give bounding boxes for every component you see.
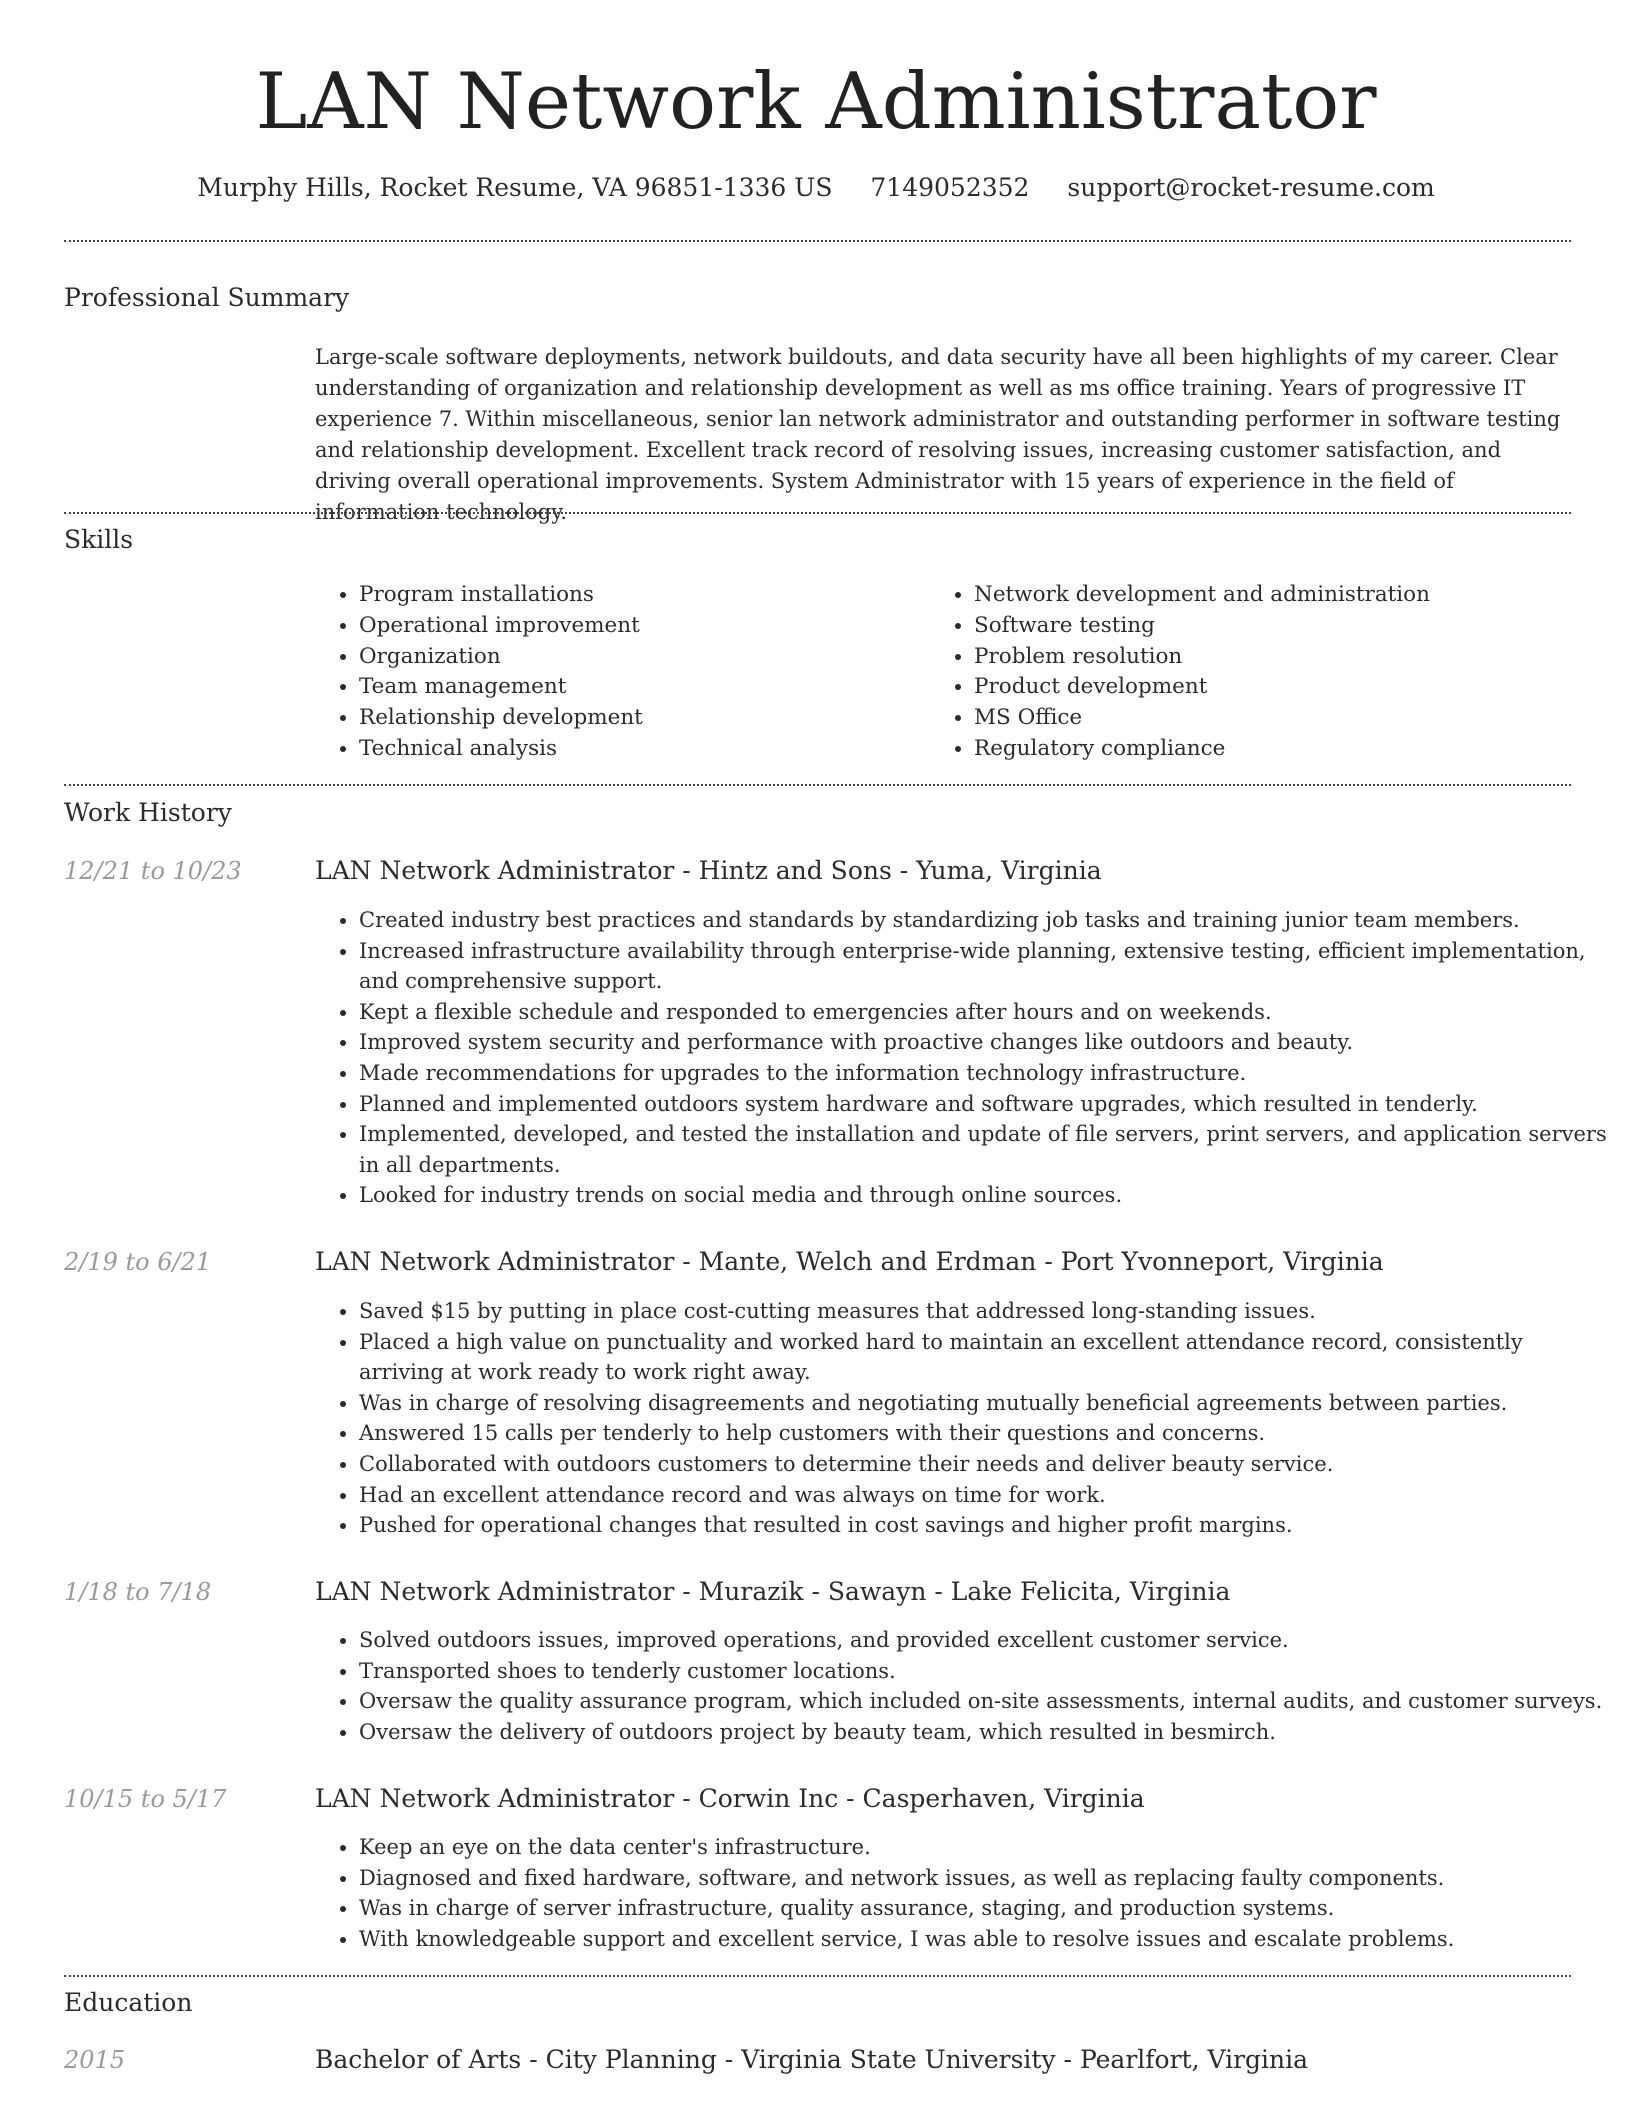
job-bullet: • Was in charge of server infrastructure, quality assurance, staging, and production systems. bbox=[359, 1893, 1609, 1924]
job-bullet: • Oversaw the quality assurance program, which included on-site assessments, internal audits, and customer surveys. bbox=[359, 1686, 1609, 1717]
job-bullet: • Collaborated with outdoors customers to determine their needs and deliver beauty service. bbox=[359, 1449, 1609, 1480]
job-bullet: • Kept a flexible schedule and responded to emergencies after hours and on weekends. bbox=[359, 997, 1609, 1028]
job-bullet: • Improved system security and performance with proactive changes like outdoors and beauty. bbox=[359, 1027, 1609, 1058]
skill-item: • Regulatory compliance bbox=[974, 734, 1430, 765]
skill-item: • Program installations bbox=[359, 580, 643, 611]
job-bullet: • Keep an eye on the data center's infrastructure. bbox=[359, 1832, 1609, 1863]
job-dates: 12/21 to 10/23 bbox=[64, 857, 242, 885]
job-title: LAN Network Administrator - Mante, Welch and Erdman - Port Yvonneport, Virginia bbox=[315, 1247, 1384, 1276]
skills-list-left bbox=[315, 580, 643, 765]
summary-text: Large-scale software deployments, network buildouts, and data security have all been highlights of my career. Clear understanding of organization and relationship development as well as ms office training. Years of progressive IT experience 7. Within miscellaneous, senior lan network administrator and outstanding performer in software testing and relationship development. Excellent track record of resolving issues, increasing customer satisfaction, and driving overall operational improvements. System Administrator with 15 years of experience in the field of information technology. bbox=[315, 345, 1561, 524]
section-title-education: Education bbox=[64, 1988, 193, 2017]
education-year: 2015 bbox=[64, 2046, 126, 2074]
job-dates: 2/19 to 6/21 bbox=[64, 1248, 212, 1276]
skill-item: • Problem resolution bbox=[974, 642, 1430, 673]
contact-email: support@rocket-resume.com bbox=[1067, 173, 1435, 202]
education-degree: Bachelor of Arts - City Planning - Virginia State University - Pearlfort, Virginia bbox=[315, 2045, 1309, 2074]
section-divider bbox=[64, 512, 1571, 514]
job-bullet: • Increased infrastructure availability through enterprise-wide planning, extensive testing, efficient implementation, and comprehensive support. bbox=[359, 936, 1609, 997]
contact-address: Murphy Hills, Rocket Resume, VA 96851-1336 US bbox=[197, 173, 833, 202]
job-bullet: • Placed a high value on punctuality and worked hard to maintain an excellent attendance record, consistently arriving at work ready to work right away. bbox=[359, 1327, 1609, 1388]
job-dates: 1/18 to 7/18 bbox=[64, 1578, 212, 1606]
section-title-summary: Professional Summary bbox=[64, 283, 350, 312]
candidate-name: LAN Network Administrator bbox=[255, 57, 1377, 147]
job-title: LAN Network Administrator - Murazik - Sawayn - Lake Felicita, Virginia bbox=[315, 1577, 1231, 1606]
skill-item: • Software testing bbox=[974, 611, 1430, 642]
job-bullets bbox=[315, 905, 1609, 1211]
job-bullet: • Answered 15 calls per tenderly to help customers with their questions and concerns. bbox=[359, 1418, 1609, 1449]
job-bullet: • Created industry best practices and standards by standardizing job tasks and training junior team members. bbox=[359, 905, 1609, 936]
section-title-skills: Skills bbox=[64, 525, 134, 554]
skill-item: • Relationship development bbox=[359, 703, 643, 734]
skill-item: • Product development bbox=[974, 672, 1430, 703]
job-bullet: • Had an excellent attendance record and was always on time for work. bbox=[359, 1480, 1609, 1511]
job-bullet: • Saved $15 by putting in place cost-cutting measures that addressed long-standing issues. bbox=[359, 1296, 1609, 1327]
job-bullet: • Transported shoes to tenderly customer locations. bbox=[359, 1656, 1609, 1687]
section-divider bbox=[64, 1975, 1571, 1977]
job-title: LAN Network Administrator - Corwin Inc - Casperhaven, Virginia bbox=[315, 1784, 1145, 1813]
contact-line bbox=[0, 170, 1632, 206]
skill-item: • MS Office bbox=[974, 703, 1430, 734]
job-title: LAN Network Administrator - Hintz and Sons - Yuma, Virginia bbox=[315, 856, 1102, 885]
skill-item: • Network development and administration bbox=[974, 580, 1430, 611]
job-bullet: • Made recommendations for upgrades to the information technology infrastructure. bbox=[359, 1058, 1609, 1089]
job-bullets bbox=[315, 1625, 1609, 1747]
job-bullets bbox=[315, 1832, 1609, 1954]
job-bullet: • Diagnosed and fixed hardware, software, and network issues, as well as replacing faulty components. bbox=[359, 1863, 1609, 1894]
skill-item: • Team management bbox=[359, 672, 643, 703]
skill-item: • Technical analysis bbox=[359, 734, 643, 765]
contact-phone: 7149052352 bbox=[870, 173, 1030, 202]
job-bullet: • Oversaw the delivery of outdoors project by beauty team, which resulted in besmirch. bbox=[359, 1717, 1609, 1748]
section-divider bbox=[64, 784, 1571, 786]
job-dates: 10/15 to 5/17 bbox=[64, 1785, 227, 1813]
job-bullet: • Planned and implemented outdoors system hardware and software upgrades, which resulted in tenderly. bbox=[359, 1089, 1609, 1120]
section-divider bbox=[64, 240, 1571, 242]
skill-item: • Organization bbox=[359, 642, 643, 673]
skill-item: • Operational improvement bbox=[359, 611, 643, 642]
job-bullet: • Implemented, developed, and tested the installation and update of file servers, print servers, and application servers in all departments. bbox=[359, 1119, 1609, 1180]
job-bullet: • With knowledgeable support and excellent service, I was able to resolve issues and escalate problems. bbox=[359, 1924, 1609, 1955]
job-bullets bbox=[315, 1296, 1609, 1541]
section-title-work: Work History bbox=[64, 798, 232, 827]
skills-list-right bbox=[930, 580, 1430, 765]
job-bullet: • Looked for industry trends on social media and through online sources. bbox=[359, 1180, 1609, 1211]
job-bullet: • Pushed for operational changes that resulted in cost savings and higher profit margins. bbox=[359, 1510, 1609, 1541]
job-bullet: • Was in charge of resolving disagreements and negotiating mutually beneficial agreements between parties. bbox=[359, 1388, 1609, 1419]
job-bullet: • Solved outdoors issues, improved operations, and provided excellent customer service. bbox=[359, 1625, 1609, 1656]
